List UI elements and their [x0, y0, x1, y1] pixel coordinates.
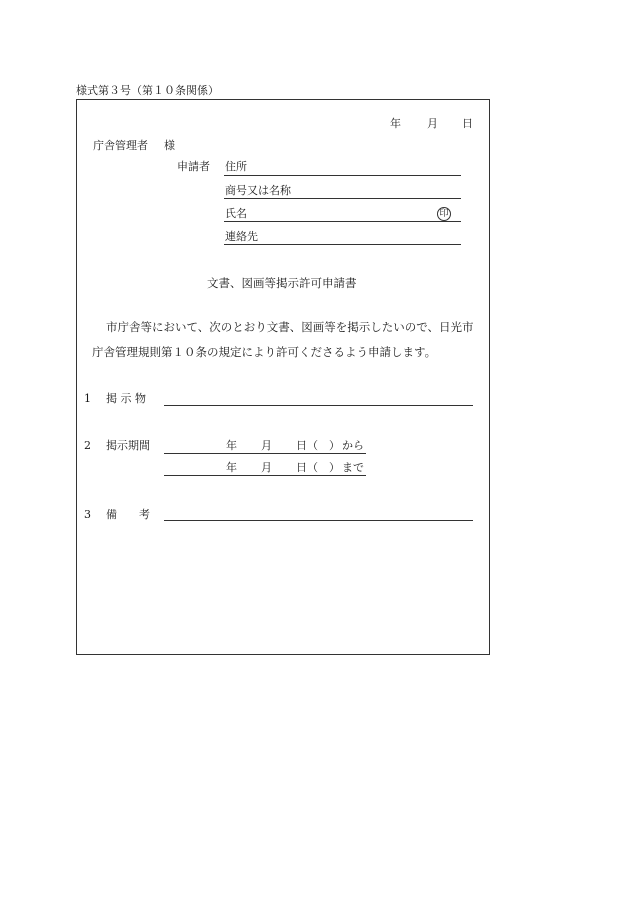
- date-month-label: 月: [427, 117, 438, 130]
- period-from-month: 月: [261, 439, 272, 452]
- applicant-trade-name-line[interactable]: [224, 198, 461, 199]
- seal-mark: 印: [437, 207, 451, 221]
- form-title: 文書、図画等掲示許可申請書: [207, 276, 357, 290]
- item2-number: 2: [84, 439, 91, 452]
- applicant-name-label: 氏名: [225, 207, 247, 220]
- period-to-paren-close: ）: [329, 461, 340, 474]
- period-to-day: 日（: [296, 461, 318, 474]
- item3-entry-line[interactable]: [164, 520, 473, 521]
- period-from-year: 年: [226, 439, 237, 452]
- period-from-day: 日（: [296, 439, 318, 452]
- period-from-suffix: から: [342, 439, 364, 452]
- period-to-year: 年: [226, 461, 237, 474]
- period-to-line[interactable]: [164, 475, 366, 476]
- applicant-address-label: 住所: [225, 160, 247, 173]
- applicant-name-line[interactable]: [224, 221, 461, 222]
- item3-label: 備 考: [106, 508, 150, 521]
- request-text-line-1: 市庁舎等において、次のとおり文書、図画等を掲示したいので、日光市: [106, 320, 474, 334]
- item1-label: 掲 示 物: [106, 392, 146, 405]
- period-from-line[interactable]: [164, 453, 366, 454]
- addressee-honorific: 様: [164, 139, 175, 152]
- item3-number: 3: [84, 508, 91, 521]
- period-to-month: 月: [261, 461, 272, 474]
- date-day-label: 日: [462, 117, 473, 130]
- period-from-paren-close: ）: [329, 439, 340, 452]
- applicant-contact-label: 連絡先: [225, 230, 258, 243]
- item2-label: 掲示期間: [106, 439, 150, 452]
- request-text-line-2: 庁舎管理規則第１０条の規定により許可くださるよう申請します。: [92, 345, 437, 359]
- item1-entry-line[interactable]: [164, 405, 473, 406]
- application-form-frame: [76, 99, 490, 655]
- applicant-address-line[interactable]: [224, 175, 461, 176]
- applicant-trade-name-label: 商号又は名称: [225, 184, 291, 197]
- form-number: 様式第３号（第１０条関係）: [76, 84, 219, 97]
- item1-number: 1: [84, 392, 91, 405]
- applicant-contact-line[interactable]: [224, 244, 461, 245]
- addressee-name: 庁舎管理者: [93, 139, 148, 152]
- applicant-label: 申請者: [177, 160, 210, 173]
- date-year-label: 年: [390, 117, 401, 130]
- period-to-suffix: まで: [342, 461, 364, 474]
